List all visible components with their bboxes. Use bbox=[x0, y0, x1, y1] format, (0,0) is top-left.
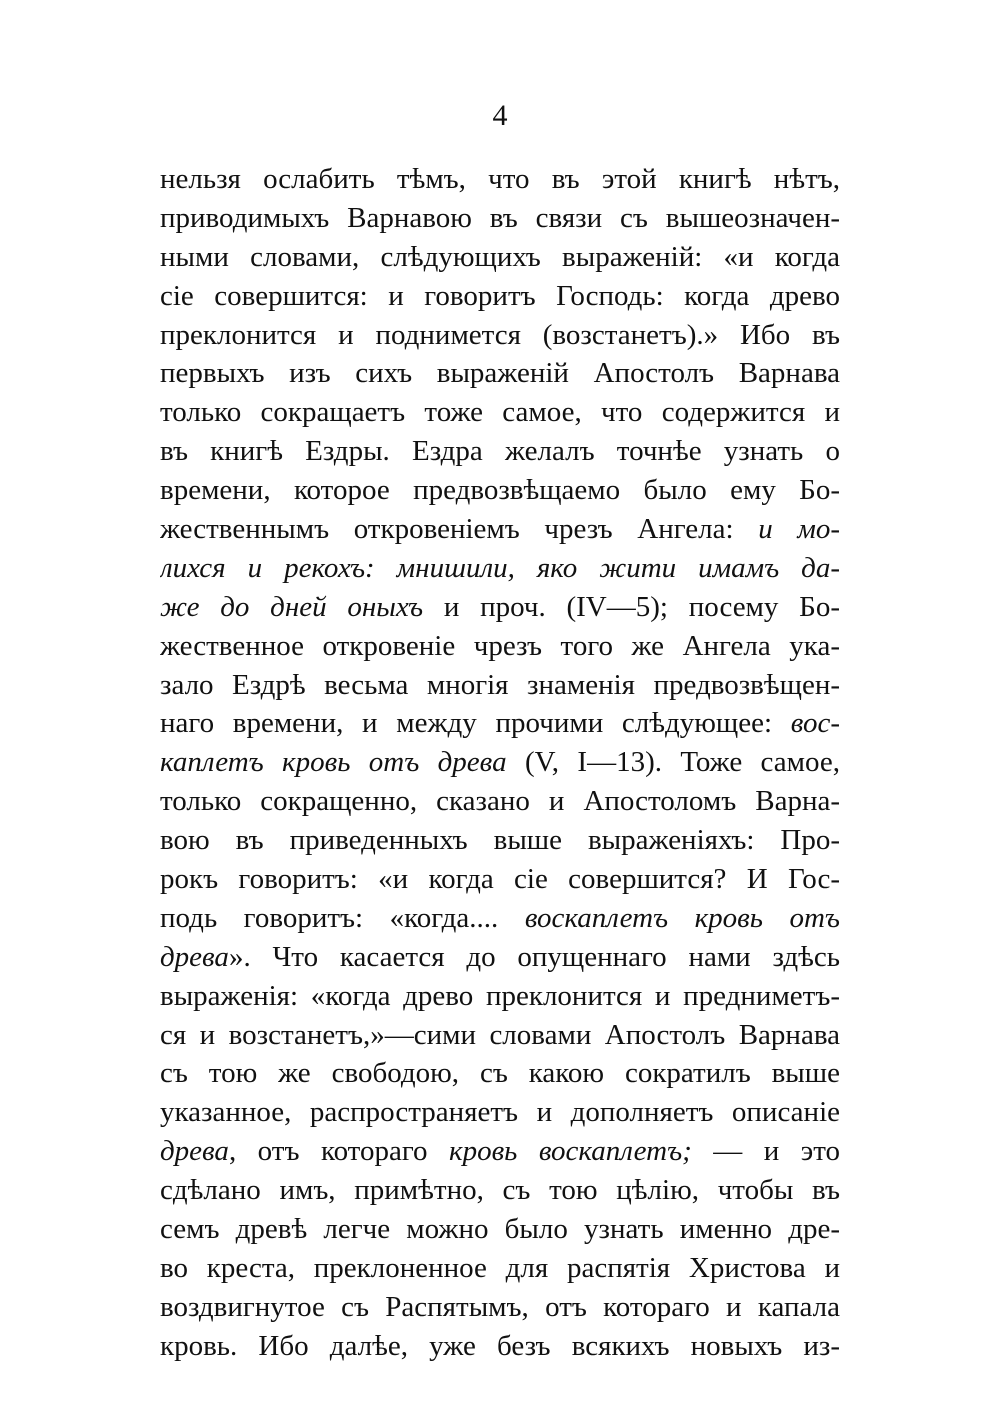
text-segment: — и это bbox=[691, 1135, 840, 1168]
text-line bbox=[160, 666, 840, 705]
text-line bbox=[160, 199, 840, 238]
text-segment: семъ древѣ легче можно было узнать именно дре- bbox=[160, 1213, 840, 1246]
text-line bbox=[160, 277, 840, 316]
text-segment: (V, I—13). Тоже самое, bbox=[506, 746, 840, 779]
italic-quote: каплетъ кровь отъ древа bbox=[160, 746, 507, 779]
text-segment: жественнымъ откровеніемъ чрезъ Ангела: bbox=[160, 513, 759, 546]
text-segment: указанное, распространяетъ и дополняетъ описаніе bbox=[160, 1096, 840, 1129]
text-segment: кровь. Ибо далѣе, уже безъ всякихъ новыхъ из- bbox=[160, 1329, 840, 1362]
text-segment: преклонится и поднимется (возстанетъ).» Ибо въ bbox=[160, 318, 840, 351]
text-line bbox=[160, 977, 840, 1016]
text-segment: подь говоритъ: «когда.... bbox=[160, 901, 525, 934]
text-line bbox=[160, 860, 840, 899]
text-segment: нельзя ослабить тѣмъ, что въ этой книгѣ нѣтъ, bbox=[160, 163, 840, 195]
text-segment: въ книгѣ Ездры. Ездра желалъ точнѣе узнать о bbox=[160, 435, 840, 468]
text-segment: вою въ приведенныхъ выше выраженіяхъ: Про- bbox=[160, 824, 840, 857]
text-line bbox=[160, 588, 840, 627]
text-line bbox=[160, 160, 840, 199]
text-line bbox=[160, 510, 840, 549]
text-segment: только сокращенно, сказано и Апостоломъ Варна- bbox=[160, 785, 840, 818]
text-segment: выраженія: «когда древо преклонится и предниметъ- bbox=[160, 979, 840, 1012]
italic-quote: и мо- bbox=[758, 513, 840, 546]
text-line bbox=[160, 1093, 840, 1132]
text-segment: зало Ездрѣ весьма многія знаменія предвозвѣщен- bbox=[160, 668, 840, 701]
text-segment: сдѣлано имъ, примѣтно, съ тою цѣлію, чтобы въ bbox=[160, 1174, 840, 1207]
text-line bbox=[160, 782, 840, 821]
italic-quote: вос- bbox=[790, 707, 840, 740]
italic-quote: же до дней оныхъ bbox=[160, 590, 424, 623]
text-segment: съ тою же свободою, съ какою сократилъ выше bbox=[160, 1057, 840, 1090]
text-segment: жественное откровеніе чрезъ того же Ангела ука- bbox=[160, 629, 840, 662]
text-segment: и проч. (IV—5); посему Бо- bbox=[423, 590, 840, 623]
text-segment: во креста, преклоненное для распятія Христова и bbox=[160, 1251, 840, 1284]
text-segment: рокъ говоритъ: «и когда сіе совершится? И Гос- bbox=[160, 863, 840, 896]
text-segment: ными словами, слѣдующихъ выраженій: «и когда bbox=[160, 240, 840, 273]
text-line bbox=[160, 549, 840, 588]
text-line bbox=[160, 1171, 840, 1210]
text-line bbox=[160, 393, 840, 432]
italic-quote: древа bbox=[160, 1135, 229, 1168]
text-line bbox=[160, 704, 840, 743]
text-line bbox=[160, 1132, 840, 1171]
text-segment: времени, которое предвозвѣщаемо было ему Бо- bbox=[160, 474, 840, 507]
page-number: 4 bbox=[492, 99, 508, 132]
text-line bbox=[160, 743, 840, 782]
text-line bbox=[160, 432, 840, 471]
italic-quote: лихся и рекохъ: мнишили, яко жити имамъ да- bbox=[160, 551, 840, 584]
text-line bbox=[160, 238, 840, 277]
text-line bbox=[160, 1327, 840, 1366]
text-segment: только сокращаетъ тоже самое, что содержится и bbox=[160, 396, 840, 429]
italic-quote: кровь воскаплетъ; bbox=[449, 1135, 692, 1168]
text-segment: , отъ котораго bbox=[228, 1135, 450, 1168]
text-line bbox=[160, 354, 840, 393]
text-line bbox=[160, 471, 840, 510]
text-line bbox=[160, 938, 840, 977]
text-line bbox=[160, 316, 840, 355]
body-text bbox=[160, 160, 840, 1366]
text-segment: сіе совершится: и говоритъ Господь: когда древо bbox=[160, 279, 840, 312]
text-line bbox=[160, 1249, 840, 1288]
text-line bbox=[160, 627, 840, 666]
text-segment: ». Что касается до опущеннаго нами здѣсь bbox=[228, 940, 840, 973]
text-line bbox=[160, 1054, 840, 1093]
text-line bbox=[160, 821, 840, 860]
text-line bbox=[160, 1210, 840, 1249]
text-segment: воздвигнутое съ Распятымъ, отъ котораго и капала bbox=[160, 1290, 840, 1323]
text-segment: ся и возстанетъ,»—сими словами Апостолъ Варнава bbox=[160, 1018, 840, 1051]
text-segment: наго времени, и между прочими слѣдующее: bbox=[160, 707, 791, 740]
text-line bbox=[160, 1016, 840, 1055]
text-segment: первыхъ изъ сихъ выраженій Апостолъ Варнава bbox=[160, 357, 840, 390]
text-line bbox=[160, 899, 840, 938]
italic-quote: древа bbox=[160, 940, 229, 973]
italic-quote: воскаплетъ кровь отъ bbox=[524, 901, 840, 934]
text-segment: приводимыхъ Варнавою въ связи съ вышеозначен- bbox=[160, 201, 840, 234]
text-line bbox=[160, 1288, 840, 1327]
